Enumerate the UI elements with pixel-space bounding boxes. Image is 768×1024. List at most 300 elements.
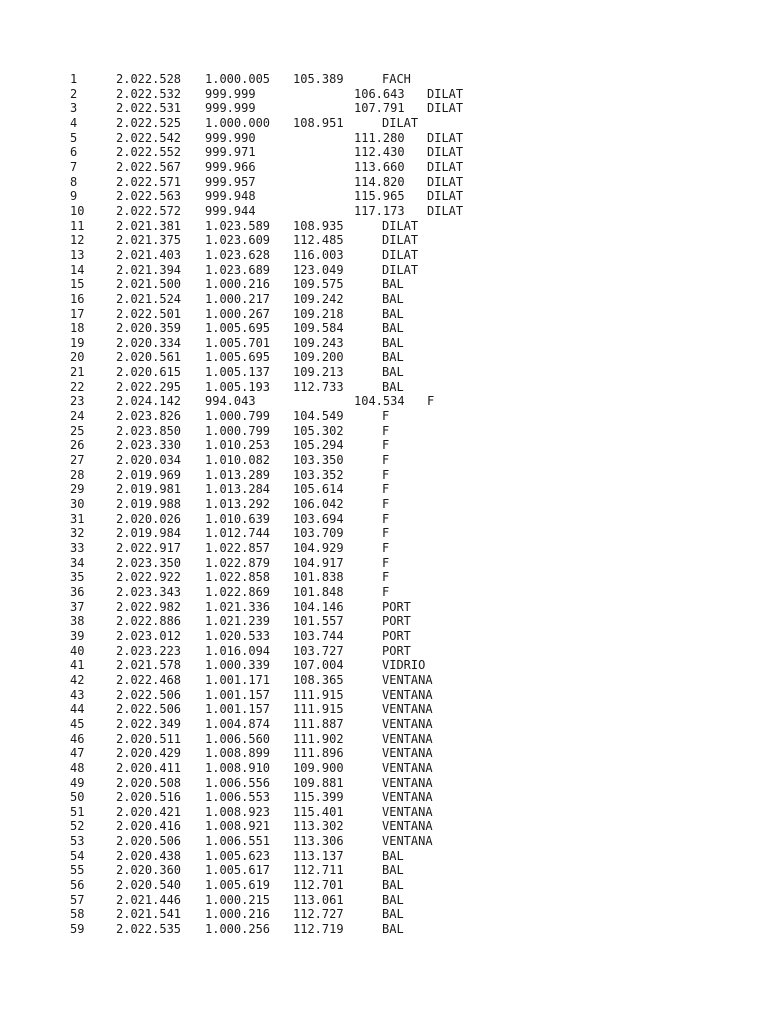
table-row — [70, 907, 730, 922]
point-number: 37 — [70, 599, 85, 614]
elevation: 105.294 — [293, 438, 344, 453]
coordinate-x: 2.020.026 — [116, 511, 182, 526]
point-number: 4 — [70, 115, 78, 130]
coordinate-x: 2.022.542 — [116, 130, 182, 145]
point-number: 57 — [70, 892, 85, 907]
elevation: 116.003 — [293, 247, 344, 262]
point-number: 26 — [70, 438, 85, 453]
coordinate-x: 2.021.375 — [116, 233, 182, 248]
elevation-shifted: 114.820 — [354, 174, 405, 189]
point-number: 22 — [70, 379, 85, 394]
coordinate-y: 1.023.689 — [205, 262, 271, 277]
table-row — [70, 336, 730, 351]
elevation: 115.399 — [293, 790, 344, 805]
coordinate-y: 1.001.157 — [205, 702, 271, 717]
coordinate-y: 1.005.137 — [205, 365, 271, 380]
table-row — [70, 204, 730, 219]
table-row — [70, 541, 730, 556]
point-number: 28 — [70, 467, 85, 482]
coordinate-y: 1.023.589 — [205, 218, 271, 233]
point-number: 41 — [70, 658, 85, 673]
point-code-shifted: DILAT — [427, 86, 464, 101]
elevation: 109.218 — [293, 306, 344, 321]
coordinate-y: 1.005.619 — [205, 878, 271, 893]
coordinate-y: 999.971 — [205, 145, 256, 160]
table-row — [70, 746, 730, 761]
table-row — [70, 233, 730, 248]
coordinate-y: 999.999 — [205, 101, 256, 116]
table-row — [70, 761, 730, 776]
coordinate-y: 1.008.923 — [205, 804, 271, 819]
coordinate-x: 2.019.984 — [116, 526, 182, 541]
table-row — [70, 600, 730, 615]
point-number: 14 — [70, 262, 85, 277]
table-row — [70, 526, 730, 541]
point-code: BAL — [382, 321, 404, 336]
coordinate-x: 2.022.552 — [116, 145, 182, 160]
coordinate-x: 2.022.532 — [116, 86, 182, 101]
coordinate-y: 1.004.874 — [205, 716, 271, 731]
point-code-shifted: DILAT — [427, 130, 464, 145]
point-code: VENTANA — [382, 672, 433, 687]
elevation-shifted: 107.791 — [354, 101, 405, 116]
coordinate-y: 1.006.556 — [205, 775, 271, 790]
table-row — [70, 834, 730, 849]
point-code: BAL — [382, 291, 404, 306]
point-code: DILAT — [382, 262, 419, 277]
point-number: 52 — [70, 819, 85, 834]
point-number: 3 — [70, 101, 78, 116]
coordinate-x: 2.020.540 — [116, 878, 182, 893]
elevation: 111.902 — [293, 731, 344, 746]
point-number: 36 — [70, 584, 85, 599]
point-code: BAL — [382, 306, 404, 321]
point-number: 40 — [70, 643, 85, 658]
point-code: VENTANA — [382, 775, 433, 790]
table-row — [70, 409, 730, 424]
elevation: 112.711 — [293, 863, 344, 878]
coordinate-x: 2.022.349 — [116, 716, 182, 731]
point-code: BAL — [382, 350, 404, 365]
point-code: BAL — [382, 907, 404, 922]
table-row — [70, 732, 730, 747]
coordinate-x: 2.022.982 — [116, 599, 182, 614]
elevation-shifted: 113.660 — [354, 159, 405, 174]
point-number: 50 — [70, 790, 85, 805]
coordinate-x: 2.020.429 — [116, 746, 182, 761]
elevation: 108.951 — [293, 115, 344, 130]
coordinate-y: 1.000.256 — [205, 922, 271, 937]
elevation: 103.350 — [293, 453, 344, 468]
point-number: 35 — [70, 570, 85, 585]
point-number: 6 — [70, 145, 78, 160]
elevation: 103.709 — [293, 526, 344, 541]
point-code: DILAT — [382, 247, 419, 262]
elevation: 109.242 — [293, 291, 344, 306]
elevation: 112.701 — [293, 878, 344, 893]
point-code-shifted: DILAT — [427, 203, 464, 218]
elevation: 112.727 — [293, 907, 344, 922]
table-row — [70, 790, 730, 805]
point-code: VENTANA — [382, 687, 433, 702]
point-number: 2 — [70, 86, 78, 101]
point-number: 42 — [70, 672, 85, 687]
coordinate-x: 2.022.506 — [116, 687, 182, 702]
point-code: F — [382, 482, 390, 497]
point-code: VENTANA — [382, 819, 433, 834]
coordinate-y: 1.023.628 — [205, 247, 271, 262]
coordinate-x: 2.021.394 — [116, 262, 182, 277]
table-row — [70, 556, 730, 571]
coordinate-x: 2.023.012 — [116, 628, 182, 643]
coordinate-y: 1.006.553 — [205, 790, 271, 805]
coordinate-y: 1.000.000 — [205, 115, 271, 130]
point-code-shifted: DILAT — [427, 189, 464, 204]
point-code-shifted: DILAT — [427, 159, 464, 174]
point-code: PORT — [382, 614, 411, 629]
point-code-shifted: F — [427, 394, 435, 409]
coordinate-y: 1.000.216 — [205, 277, 271, 292]
elevation: 113.306 — [293, 834, 344, 849]
coordinate-y: 1.022.879 — [205, 555, 271, 570]
coordinate-x: 2.020.360 — [116, 863, 182, 878]
table-row — [70, 87, 730, 102]
point-number: 1 — [70, 72, 78, 86]
point-number: 43 — [70, 687, 85, 702]
point-number: 5 — [70, 130, 78, 145]
coordinate-x: 2.023.350 — [116, 555, 182, 570]
coordinate-y: 1.006.551 — [205, 834, 271, 849]
coordinate-x: 2.022.295 — [116, 379, 182, 394]
table-row — [70, 863, 730, 878]
table-row — [70, 878, 730, 893]
coordinate-x: 2.023.223 — [116, 643, 182, 658]
point-code: VENTANA — [382, 760, 433, 775]
point-code: F — [382, 555, 390, 570]
elevation: 109.243 — [293, 335, 344, 350]
coordinate-y: 1.010.253 — [205, 438, 271, 453]
point-number: 33 — [70, 541, 85, 555]
point-number: 8 — [70, 174, 78, 189]
point-number: 13 — [70, 247, 85, 262]
coordinate-y: 999.999 — [205, 86, 256, 101]
coordinate-y: 1.023.609 — [205, 233, 271, 248]
point-code: BAL — [382, 335, 404, 350]
elevation: 109.881 — [293, 775, 344, 790]
point-code: VENTANA — [382, 804, 433, 819]
elevation: 108.365 — [293, 672, 344, 687]
coordinate-y: 1.000.215 — [205, 892, 271, 907]
coordinate-x: 2.022.917 — [116, 541, 182, 555]
point-number: 58 — [70, 907, 85, 922]
point-code: BAL — [382, 922, 404, 937]
point-code: PORT — [382, 599, 411, 614]
coordinate-x: 2.021.403 — [116, 247, 182, 262]
coordinate-y: 1.000.267 — [205, 306, 271, 321]
coordinate-y: 999.948 — [205, 189, 256, 204]
point-number: 34 — [70, 555, 85, 570]
coordinate-y: 999.944 — [205, 203, 256, 218]
coordinate-y: 1.005.695 — [205, 321, 271, 336]
table-row — [70, 72, 730, 87]
coordinate-x: 2.023.826 — [116, 409, 182, 424]
elevation-shifted: 117.173 — [354, 203, 405, 218]
table-row — [70, 614, 730, 629]
coordinate-x: 2.021.541 — [116, 907, 182, 922]
point-number: 17 — [70, 306, 85, 321]
elevation: 113.137 — [293, 848, 344, 863]
coordinate-x: 2.020.438 — [116, 848, 182, 863]
table-row — [70, 350, 730, 365]
point-number: 56 — [70, 878, 85, 893]
coordinate-y: 1.008.921 — [205, 819, 271, 834]
coordinate-x: 2.022.535 — [116, 922, 182, 937]
coordinate-y: 994.043 — [205, 394, 256, 409]
coordinate-y: 1.013.284 — [205, 482, 271, 497]
coordinate-x: 2.022.922 — [116, 570, 182, 585]
coordinate-y: 1.000.217 — [205, 291, 271, 306]
point-code: VIDRIO — [382, 658, 426, 673]
point-number: 29 — [70, 482, 85, 497]
point-number: 20 — [70, 350, 85, 365]
coordinate-y: 1.016.094 — [205, 643, 271, 658]
table-row — [70, 116, 730, 131]
point-number: 49 — [70, 775, 85, 790]
coordinate-x: 2.020.334 — [116, 335, 182, 350]
point-number: 38 — [70, 614, 85, 629]
coordinate-x: 2.020.421 — [116, 804, 182, 819]
elevation: 113.061 — [293, 892, 344, 907]
coordinate-y: 999.966 — [205, 159, 256, 174]
point-code: PORT — [382, 628, 411, 643]
coordinate-x: 2.020.561 — [116, 350, 182, 365]
elevation: 101.557 — [293, 614, 344, 629]
coordinate-y: 1.012.744 — [205, 526, 271, 541]
point-code: F — [382, 570, 390, 585]
point-code: F — [382, 497, 390, 512]
elevation: 115.401 — [293, 804, 344, 819]
point-code: BAL — [382, 277, 404, 292]
elevation: 109.900 — [293, 760, 344, 775]
elevation: 123.049 — [293, 262, 344, 277]
coordinate-y: 1.008.899 — [205, 746, 271, 761]
table-row — [70, 394, 730, 409]
coordinate-y: 1.000.216 — [205, 907, 271, 922]
point-code: VENTANA — [382, 702, 433, 717]
coordinate-y: 1.010.639 — [205, 511, 271, 526]
coordinate-y: 1.008.910 — [205, 760, 271, 775]
coordinate-y: 1.010.082 — [205, 453, 271, 468]
table-row — [70, 570, 730, 585]
coordinate-y: 1.005.193 — [205, 379, 271, 394]
coordinate-x: 2.022.572 — [116, 203, 182, 218]
coordinate-x: 2.023.343 — [116, 584, 182, 599]
coordinate-x: 2.020.359 — [116, 321, 182, 336]
coordinate-x: 2.020.034 — [116, 453, 182, 468]
table-row — [70, 468, 730, 483]
coordinate-x: 2.021.381 — [116, 218, 182, 233]
coordinate-y: 1.021.336 — [205, 599, 271, 614]
point-code: PORT — [382, 643, 411, 658]
table-row — [70, 160, 730, 175]
table-row — [70, 688, 730, 703]
table-row — [70, 189, 730, 204]
point-code: VENTANA — [382, 746, 433, 761]
table-row — [70, 453, 730, 468]
point-number: 39 — [70, 628, 85, 643]
table-row — [70, 248, 730, 263]
table-row — [70, 497, 730, 512]
coordinate-y: 1.022.858 — [205, 570, 271, 585]
point-code: F — [382, 541, 390, 555]
elevation: 109.200 — [293, 350, 344, 365]
point-number: 54 — [70, 848, 85, 863]
elevation: 109.575 — [293, 277, 344, 292]
coordinate-x: 2.021.500 — [116, 277, 182, 292]
elevation-shifted: 106.643 — [354, 86, 405, 101]
elevation: 111.887 — [293, 716, 344, 731]
coordinate-x: 2.022.525 — [116, 115, 182, 130]
coordinate-listing — [70, 72, 730, 937]
table-row — [70, 893, 730, 908]
elevation: 112.733 — [293, 379, 344, 394]
point-code: BAL — [382, 379, 404, 394]
point-number: 7 — [70, 159, 78, 174]
point-number: 10 — [70, 203, 85, 218]
point-number: 55 — [70, 863, 85, 878]
point-code: F — [382, 584, 390, 599]
elevation: 104.146 — [293, 599, 344, 614]
elevation: 113.302 — [293, 819, 344, 834]
coordinate-x: 2.019.969 — [116, 467, 182, 482]
point-number: 18 — [70, 321, 85, 336]
coordinate-x: 2.022.501 — [116, 306, 182, 321]
table-row — [70, 482, 730, 497]
elevation: 106.042 — [293, 497, 344, 512]
elevation: 107.004 — [293, 658, 344, 673]
table-row — [70, 805, 730, 820]
table-row — [70, 145, 730, 160]
table-row — [70, 922, 730, 937]
point-number: 27 — [70, 453, 85, 468]
coordinate-x: 2.022.571 — [116, 174, 182, 189]
point-code: F — [382, 438, 390, 453]
coordinate-x: 2.024.142 — [116, 394, 182, 409]
point-number: 59 — [70, 922, 85, 937]
table-row — [70, 175, 730, 190]
point-number: 12 — [70, 233, 85, 248]
coordinate-y: 1.020.533 — [205, 628, 271, 643]
point-number: 46 — [70, 731, 85, 746]
elevation: 104.929 — [293, 541, 344, 555]
point-code: DILAT — [382, 115, 419, 130]
coordinate-y: 999.990 — [205, 130, 256, 145]
table-row — [70, 644, 730, 659]
point-code: F — [382, 453, 390, 468]
elevation: 111.896 — [293, 746, 344, 761]
point-code: DILAT — [382, 233, 419, 248]
elevation-shifted: 104.534 — [354, 394, 405, 409]
elevation-shifted: 112.430 — [354, 145, 405, 160]
table-row — [70, 849, 730, 864]
elevation-shifted: 115.965 — [354, 189, 405, 204]
elevation: 103.744 — [293, 628, 344, 643]
point-number: 48 — [70, 760, 85, 775]
table-row — [70, 717, 730, 732]
table-row — [70, 131, 730, 146]
coordinate-x: 2.022.468 — [116, 672, 182, 687]
point-code: BAL — [382, 892, 404, 907]
coordinate-x: 2.021.446 — [116, 892, 182, 907]
coordinate-y: 1.013.289 — [205, 467, 271, 482]
elevation: 101.838 — [293, 570, 344, 585]
coordinate-y: 1.001.157 — [205, 687, 271, 702]
coordinate-x: 2.019.988 — [116, 497, 182, 512]
table-row — [70, 776, 730, 791]
point-number: 25 — [70, 423, 85, 438]
coordinate-y: 999.957 — [205, 174, 256, 189]
elevation: 104.549 — [293, 409, 344, 424]
coordinate-y: 1.005.695 — [205, 350, 271, 365]
point-code: VENTANA — [382, 731, 433, 746]
coordinate-y: 1.000.005 — [205, 72, 271, 86]
point-number: 9 — [70, 189, 78, 204]
coordinate-x: 2.023.330 — [116, 438, 182, 453]
elevation: 112.485 — [293, 233, 344, 248]
point-number: 32 — [70, 526, 85, 541]
point-number: 44 — [70, 702, 85, 717]
coordinate-y: 1.021.239 — [205, 614, 271, 629]
coordinate-x: 2.022.567 — [116, 159, 182, 174]
elevation: 109.584 — [293, 321, 344, 336]
point-code: F — [382, 467, 390, 482]
coordinate-x: 2.020.411 — [116, 760, 182, 775]
elevation: 108.935 — [293, 218, 344, 233]
coordinate-x: 2.020.506 — [116, 834, 182, 849]
point-number: 15 — [70, 277, 85, 292]
elevation: 111.915 — [293, 687, 344, 702]
table-row — [70, 424, 730, 439]
point-code: BAL — [382, 365, 404, 380]
table-row — [70, 307, 730, 322]
point-number: 47 — [70, 746, 85, 761]
elevation: 105.389 — [293, 72, 344, 86]
coordinate-x: 2.022.506 — [116, 702, 182, 717]
point-number: 24 — [70, 409, 85, 424]
elevation: 104.917 — [293, 555, 344, 570]
table-row — [70, 658, 730, 673]
elevation: 105.614 — [293, 482, 344, 497]
table-row — [70, 629, 730, 644]
table-row — [70, 321, 730, 336]
coordinate-y: 1.000.799 — [205, 409, 271, 424]
point-code: F — [382, 526, 390, 541]
point-number: 11 — [70, 218, 85, 233]
table-row — [70, 438, 730, 453]
point-number: 23 — [70, 394, 85, 409]
coordinate-x: 2.020.615 — [116, 365, 182, 380]
table-row — [70, 101, 730, 116]
point-number: 31 — [70, 511, 85, 526]
point-code: BAL — [382, 878, 404, 893]
elevation: 103.352 — [293, 467, 344, 482]
elevation: 103.694 — [293, 511, 344, 526]
elevation: 109.213 — [293, 365, 344, 380]
coordinate-x: 2.019.981 — [116, 482, 182, 497]
elevation: 111.915 — [293, 702, 344, 717]
coordinate-x: 2.021.578 — [116, 658, 182, 673]
table-row — [70, 263, 730, 278]
